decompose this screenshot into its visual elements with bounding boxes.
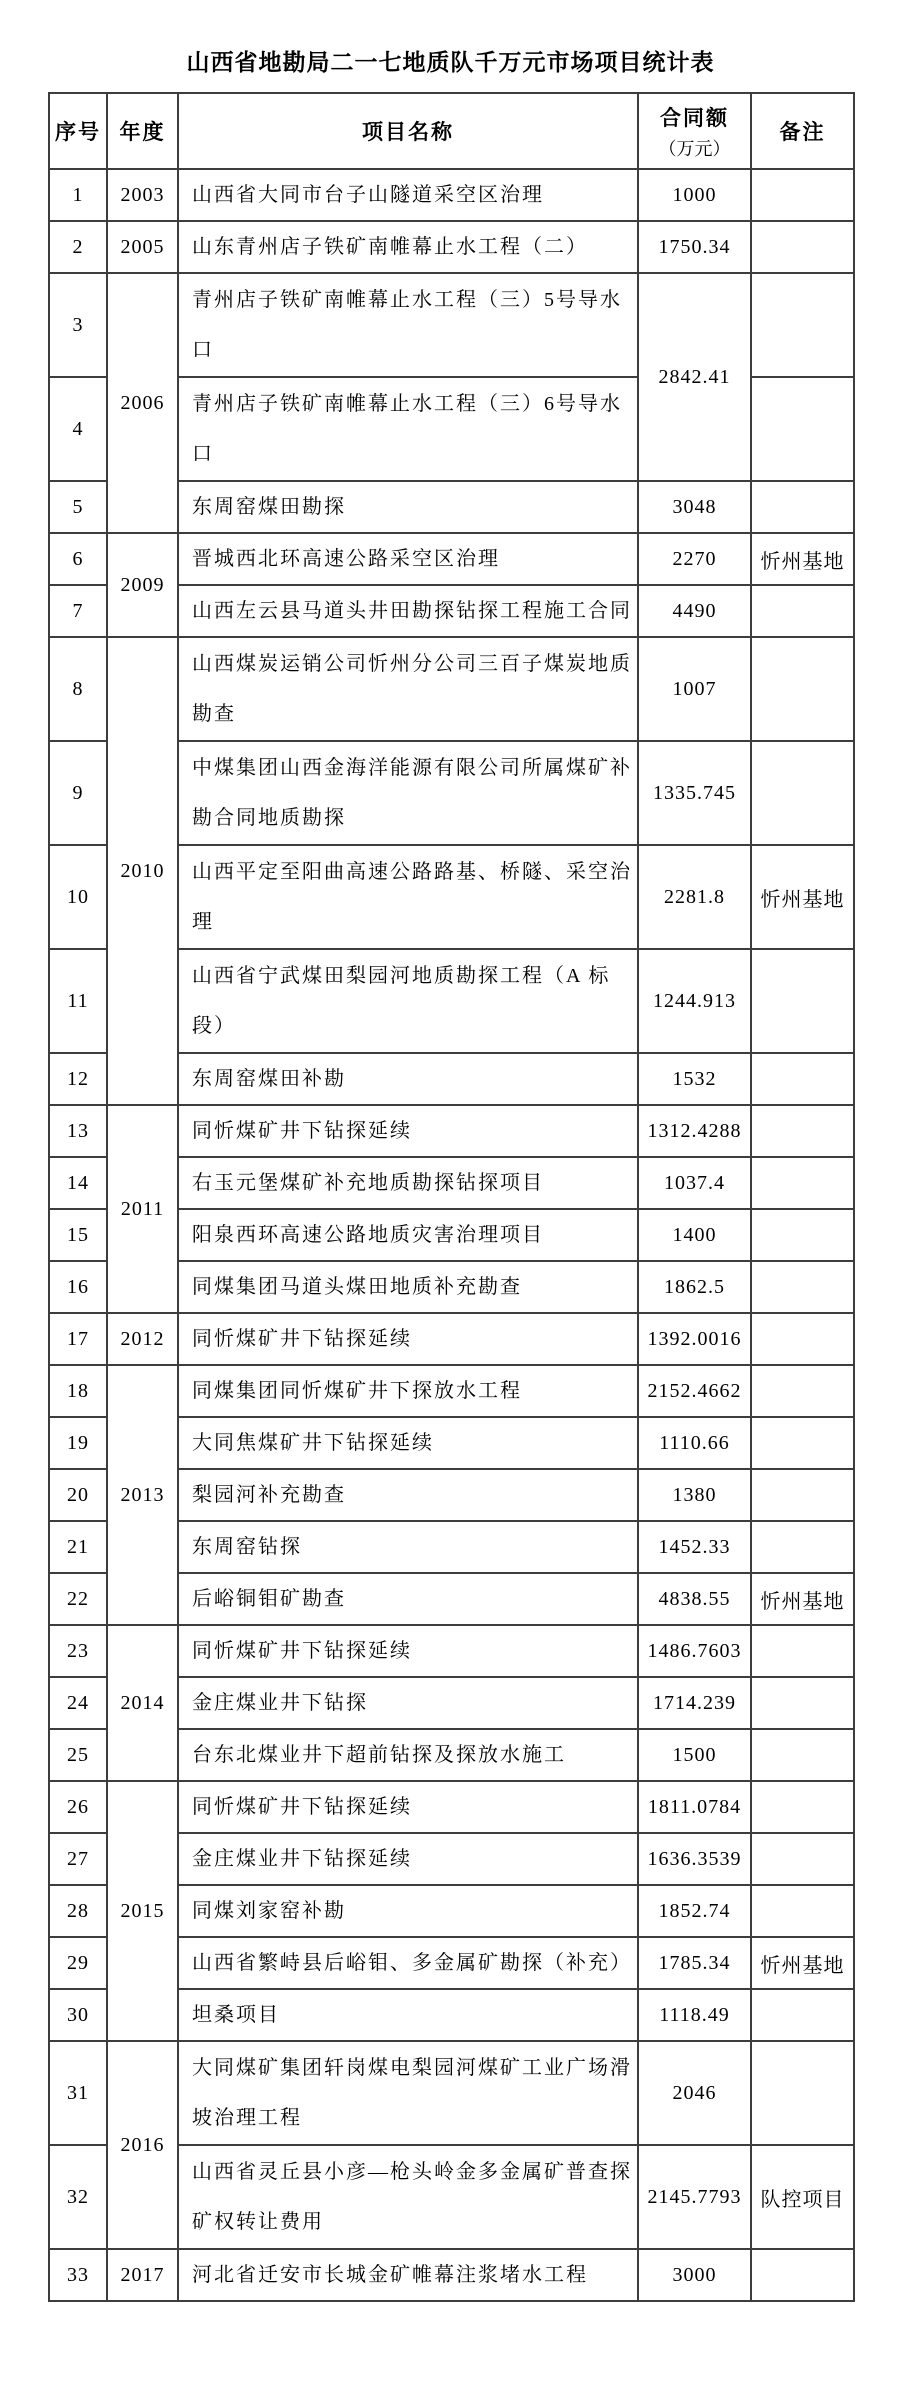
year-cell: 2005 [107, 221, 178, 273]
remark-cell [751, 2041, 854, 2145]
remark-cell [751, 1521, 854, 1573]
project-name-cell: 同煤刘家窑补勘 [178, 1885, 638, 1937]
remark-cell [751, 949, 854, 1053]
remark-cell: 忻州基地 [751, 1937, 854, 1989]
year-cell: 2013 [107, 1365, 178, 1625]
project-name-cell: 大同焦煤矿井下钻探延续 [178, 1417, 638, 1469]
year-cell: 2015 [107, 1781, 178, 2041]
contract-amount-cell: 2270 [638, 533, 751, 585]
header-row [49, 93, 854, 169]
contract-amount-cell: 1110.66 [638, 1417, 751, 1469]
contract-amount-cell: 1380 [638, 1469, 751, 1521]
contract-amount-cell: 1118.49 [638, 1989, 751, 2041]
header-remark: 备注 [751, 93, 854, 169]
remark-cell [751, 1885, 854, 1937]
contract-amount-cell: 1244.913 [638, 949, 751, 1053]
year-cell: 2016 [107, 2041, 178, 2249]
row-number-cell: 28 [49, 1885, 107, 1937]
row-number-cell: 1 [49, 169, 107, 221]
remark-cell [751, 1209, 854, 1261]
row-number-cell: 8 [49, 637, 107, 741]
project-name-cell: 山西煤炭运销公司忻州分公司三百子煤炭地质勘查 [178, 637, 638, 741]
contract-amount-cell: 2842.41 [638, 273, 751, 481]
remark-cell [751, 377, 854, 481]
project-name-cell: 山西省繁峙县后峪钼、多金属矿勘探（补充） [178, 1937, 638, 1989]
row-number-cell: 14 [49, 1157, 107, 1209]
remark-cell [751, 273, 854, 377]
contract-amount-cell: 1714.239 [638, 1677, 751, 1729]
remark-cell [751, 1677, 854, 1729]
remark-cell [751, 481, 854, 533]
year-cell: 2010 [107, 637, 178, 1105]
contract-amount-cell: 1000 [638, 169, 751, 221]
row-number-cell: 27 [49, 1833, 107, 1885]
remark-cell [751, 1313, 854, 1365]
project-name-cell: 东周窑钻探 [178, 1521, 638, 1573]
contract-amount-cell: 1862.5 [638, 1261, 751, 1313]
row-number-cell: 26 [49, 1781, 107, 1833]
row-number-cell: 21 [49, 1521, 107, 1573]
remark-cell [751, 1625, 854, 1677]
row-number-cell: 31 [49, 2041, 107, 2145]
project-name-cell: 山西省灵丘县小彦—枪头岭金多金属矿普查探矿权转让费用 [178, 2145, 638, 2249]
row-number-cell: 19 [49, 1417, 107, 1469]
project-name-cell: 后峪铜钼矿勘查 [178, 1573, 638, 1625]
project-name-cell: 同忻煤矿井下钻探延续 [178, 1625, 638, 1677]
contract-amount-cell: 3048 [638, 481, 751, 533]
remark-cell [751, 1469, 854, 1521]
year-cell: 2012 [107, 1313, 178, 1365]
project-name-cell: 金庄煤业井下钻探延续 [178, 1833, 638, 1885]
remark-cell [751, 1833, 854, 1885]
row-number-cell: 9 [49, 741, 107, 845]
project-name-cell: 山西省大同市台子山隧道采空区治理 [178, 169, 638, 221]
project-name-cell: 坦桑项目 [178, 1989, 638, 2041]
remark-cell: 忻州基地 [751, 1573, 854, 1625]
contract-amount-cell: 1636.3539 [638, 1833, 751, 1885]
year-cell: 2011 [107, 1105, 178, 1313]
contract-amount-cell: 1532 [638, 1053, 751, 1105]
remark-cell: 忻州基地 [751, 533, 854, 585]
row-number-cell: 33 [49, 2249, 107, 2301]
project-name-cell: 同忻煤矿井下钻探延续 [178, 1781, 638, 1833]
project-name-cell: 东周窑煤田勘探 [178, 481, 638, 533]
contract-amount-cell: 2152.4662 [638, 1365, 751, 1417]
remark-cell [751, 741, 854, 845]
header-amount-title: 合同额 [660, 106, 729, 130]
remark-cell [751, 1781, 854, 1833]
contract-amount-cell: 1750.34 [638, 221, 751, 273]
contract-amount-cell: 1400 [638, 1209, 751, 1261]
remark-cell: 队控项目 [751, 2145, 854, 2249]
contract-amount-cell: 1335.745 [638, 741, 751, 845]
remark-cell [751, 637, 854, 741]
remark-cell [751, 1989, 854, 2041]
project-name-cell: 大同煤矿集团轩岗煤电梨园河煤矿工业广场滑坡治理工程 [178, 2041, 638, 2145]
table-row [49, 221, 854, 273]
row-number-cell: 32 [49, 2145, 107, 2249]
row-number-cell: 4 [49, 377, 107, 481]
header-amount-unit: （万元） [658, 138, 731, 159]
row-number-cell: 22 [49, 1573, 107, 1625]
project-name-cell: 河北省迁安市长城金矿帷幕注浆堵水工程 [178, 2249, 638, 2301]
project-name-cell: 东周窑煤田补勘 [178, 1053, 638, 1105]
row-number-cell: 6 [49, 533, 107, 585]
row-number-cell: 15 [49, 1209, 107, 1261]
year-cell: 2009 [107, 533, 178, 637]
contract-amount-cell: 1007 [638, 637, 751, 741]
contract-amount-cell: 4490 [638, 585, 751, 637]
table-row [49, 1105, 854, 1157]
row-number-cell: 23 [49, 1625, 107, 1677]
contract-amount-cell: 1486.7603 [638, 1625, 751, 1677]
project-name-cell: 青州店子铁矿南帷幕止水工程（三）6号导水口 [178, 377, 638, 481]
contract-amount-cell: 1392.0016 [638, 1313, 751, 1365]
remark-cell [751, 1729, 854, 1781]
table-row [49, 273, 854, 377]
row-number-cell: 16 [49, 1261, 107, 1313]
row-number-cell: 24 [49, 1677, 107, 1729]
contract-amount-cell: 4838.55 [638, 1573, 751, 1625]
contract-amount-cell: 1312.4288 [638, 1105, 751, 1157]
remark-cell [751, 1417, 854, 1469]
table-row [49, 1365, 854, 1417]
row-number-cell: 20 [49, 1469, 107, 1521]
project-name-cell: 山西平定至阳曲高速公路路基、桥隧、采空治理 [178, 845, 638, 949]
project-name-cell: 青州店子铁矿南帷幕止水工程（三）5号导水口 [178, 273, 638, 377]
project-name-cell: 金庄煤业井下钻探 [178, 1677, 638, 1729]
row-number-cell: 3 [49, 273, 107, 377]
year-cell: 2014 [107, 1625, 178, 1781]
table-body [49, 169, 854, 2301]
project-name-cell: 同忻煤矿井下钻探延续 [178, 1105, 638, 1157]
project-name-cell: 阳泉西环高速公路地质灾害治理项目 [178, 1209, 638, 1261]
year-cell: 2006 [107, 273, 178, 533]
row-number-cell: 2 [49, 221, 107, 273]
header-project: 项目名称 [178, 93, 638, 169]
row-number-cell: 25 [49, 1729, 107, 1781]
project-name-cell: 同煤集团同忻煤矿井下探放水工程 [178, 1365, 638, 1417]
remark-cell [751, 1105, 854, 1157]
header-index: 序号 [49, 93, 107, 169]
project-name-cell: 右玉元堡煤矿补充地质勘探钻探项目 [178, 1157, 638, 1209]
remark-cell: 忻州基地 [751, 845, 854, 949]
project-name-cell: 山东青州店子铁矿南帷幕止水工程（二） [178, 221, 638, 273]
row-number-cell: 30 [49, 1989, 107, 2041]
row-number-cell: 7 [49, 585, 107, 637]
contract-amount-cell: 2281.8 [638, 845, 751, 949]
table-row [49, 1313, 854, 1365]
row-number-cell: 11 [49, 949, 107, 1053]
contract-amount-cell: 1811.0784 [638, 1781, 751, 1833]
remark-cell [751, 1157, 854, 1209]
remark-cell [751, 585, 854, 637]
table-row [49, 169, 854, 221]
project-name-cell: 山西左云县马道头井田勘探钻探工程施工合同 [178, 585, 638, 637]
project-name-cell: 台东北煤业井下超前钻探及探放水施工 [178, 1729, 638, 1781]
table-row [49, 2041, 854, 2145]
contract-amount-cell: 1852.74 [638, 1885, 751, 1937]
project-name-cell: 晋城西北环高速公路采空区治理 [178, 533, 638, 585]
remark-cell [751, 169, 854, 221]
project-name-cell: 梨园河补充勘查 [178, 1469, 638, 1521]
remark-cell [751, 1261, 854, 1313]
row-number-cell: 12 [49, 1053, 107, 1105]
page-title: 山西省地勘局二一七地质队千万元市场项目统计表 [186, 49, 715, 75]
contract-amount-cell: 1452.33 [638, 1521, 751, 1573]
row-number-cell: 17 [49, 1313, 107, 1365]
remark-cell [751, 1365, 854, 1417]
contract-amount-cell: 2145.7793 [638, 2145, 751, 2249]
row-number-cell: 5 [49, 481, 107, 533]
row-number-cell: 10 [49, 845, 107, 949]
project-name-cell: 同煤集团马道头煤田地质补充勘查 [178, 1261, 638, 1313]
contract-amount-cell: 2046 [638, 2041, 751, 2145]
table-row [49, 637, 854, 741]
table-row [49, 1781, 854, 1833]
row-number-cell: 29 [49, 1937, 107, 1989]
contract-amount-cell: 1037.4 [638, 1157, 751, 1209]
project-name-cell: 中煤集团山西金海洋能源有限公司所属煤矿补勘合同地质勘探 [178, 741, 638, 845]
table-row [49, 533, 854, 585]
table-row [49, 1625, 854, 1677]
header-amount [638, 93, 751, 169]
header-year: 年度 [107, 93, 178, 169]
row-number-cell: 18 [49, 1365, 107, 1417]
project-name-cell: 山西省宁武煤田梨园河地质勘探工程（A 标段） [178, 949, 638, 1053]
contract-amount-cell: 3000 [638, 2249, 751, 2301]
table-row [49, 2249, 854, 2301]
project-statistics-table [48, 92, 855, 2302]
remark-cell [751, 1053, 854, 1105]
remark-cell [751, 2249, 854, 2301]
year-cell: 2017 [107, 2249, 178, 2301]
remark-cell [751, 221, 854, 273]
contract-amount-cell: 1785.34 [638, 1937, 751, 1989]
row-number-cell: 13 [49, 1105, 107, 1157]
project-name-cell: 同忻煤矿井下钻探延续 [178, 1313, 638, 1365]
year-cell: 2003 [107, 169, 178, 221]
table-header [49, 93, 854, 169]
contract-amount-cell: 1500 [638, 1729, 751, 1781]
